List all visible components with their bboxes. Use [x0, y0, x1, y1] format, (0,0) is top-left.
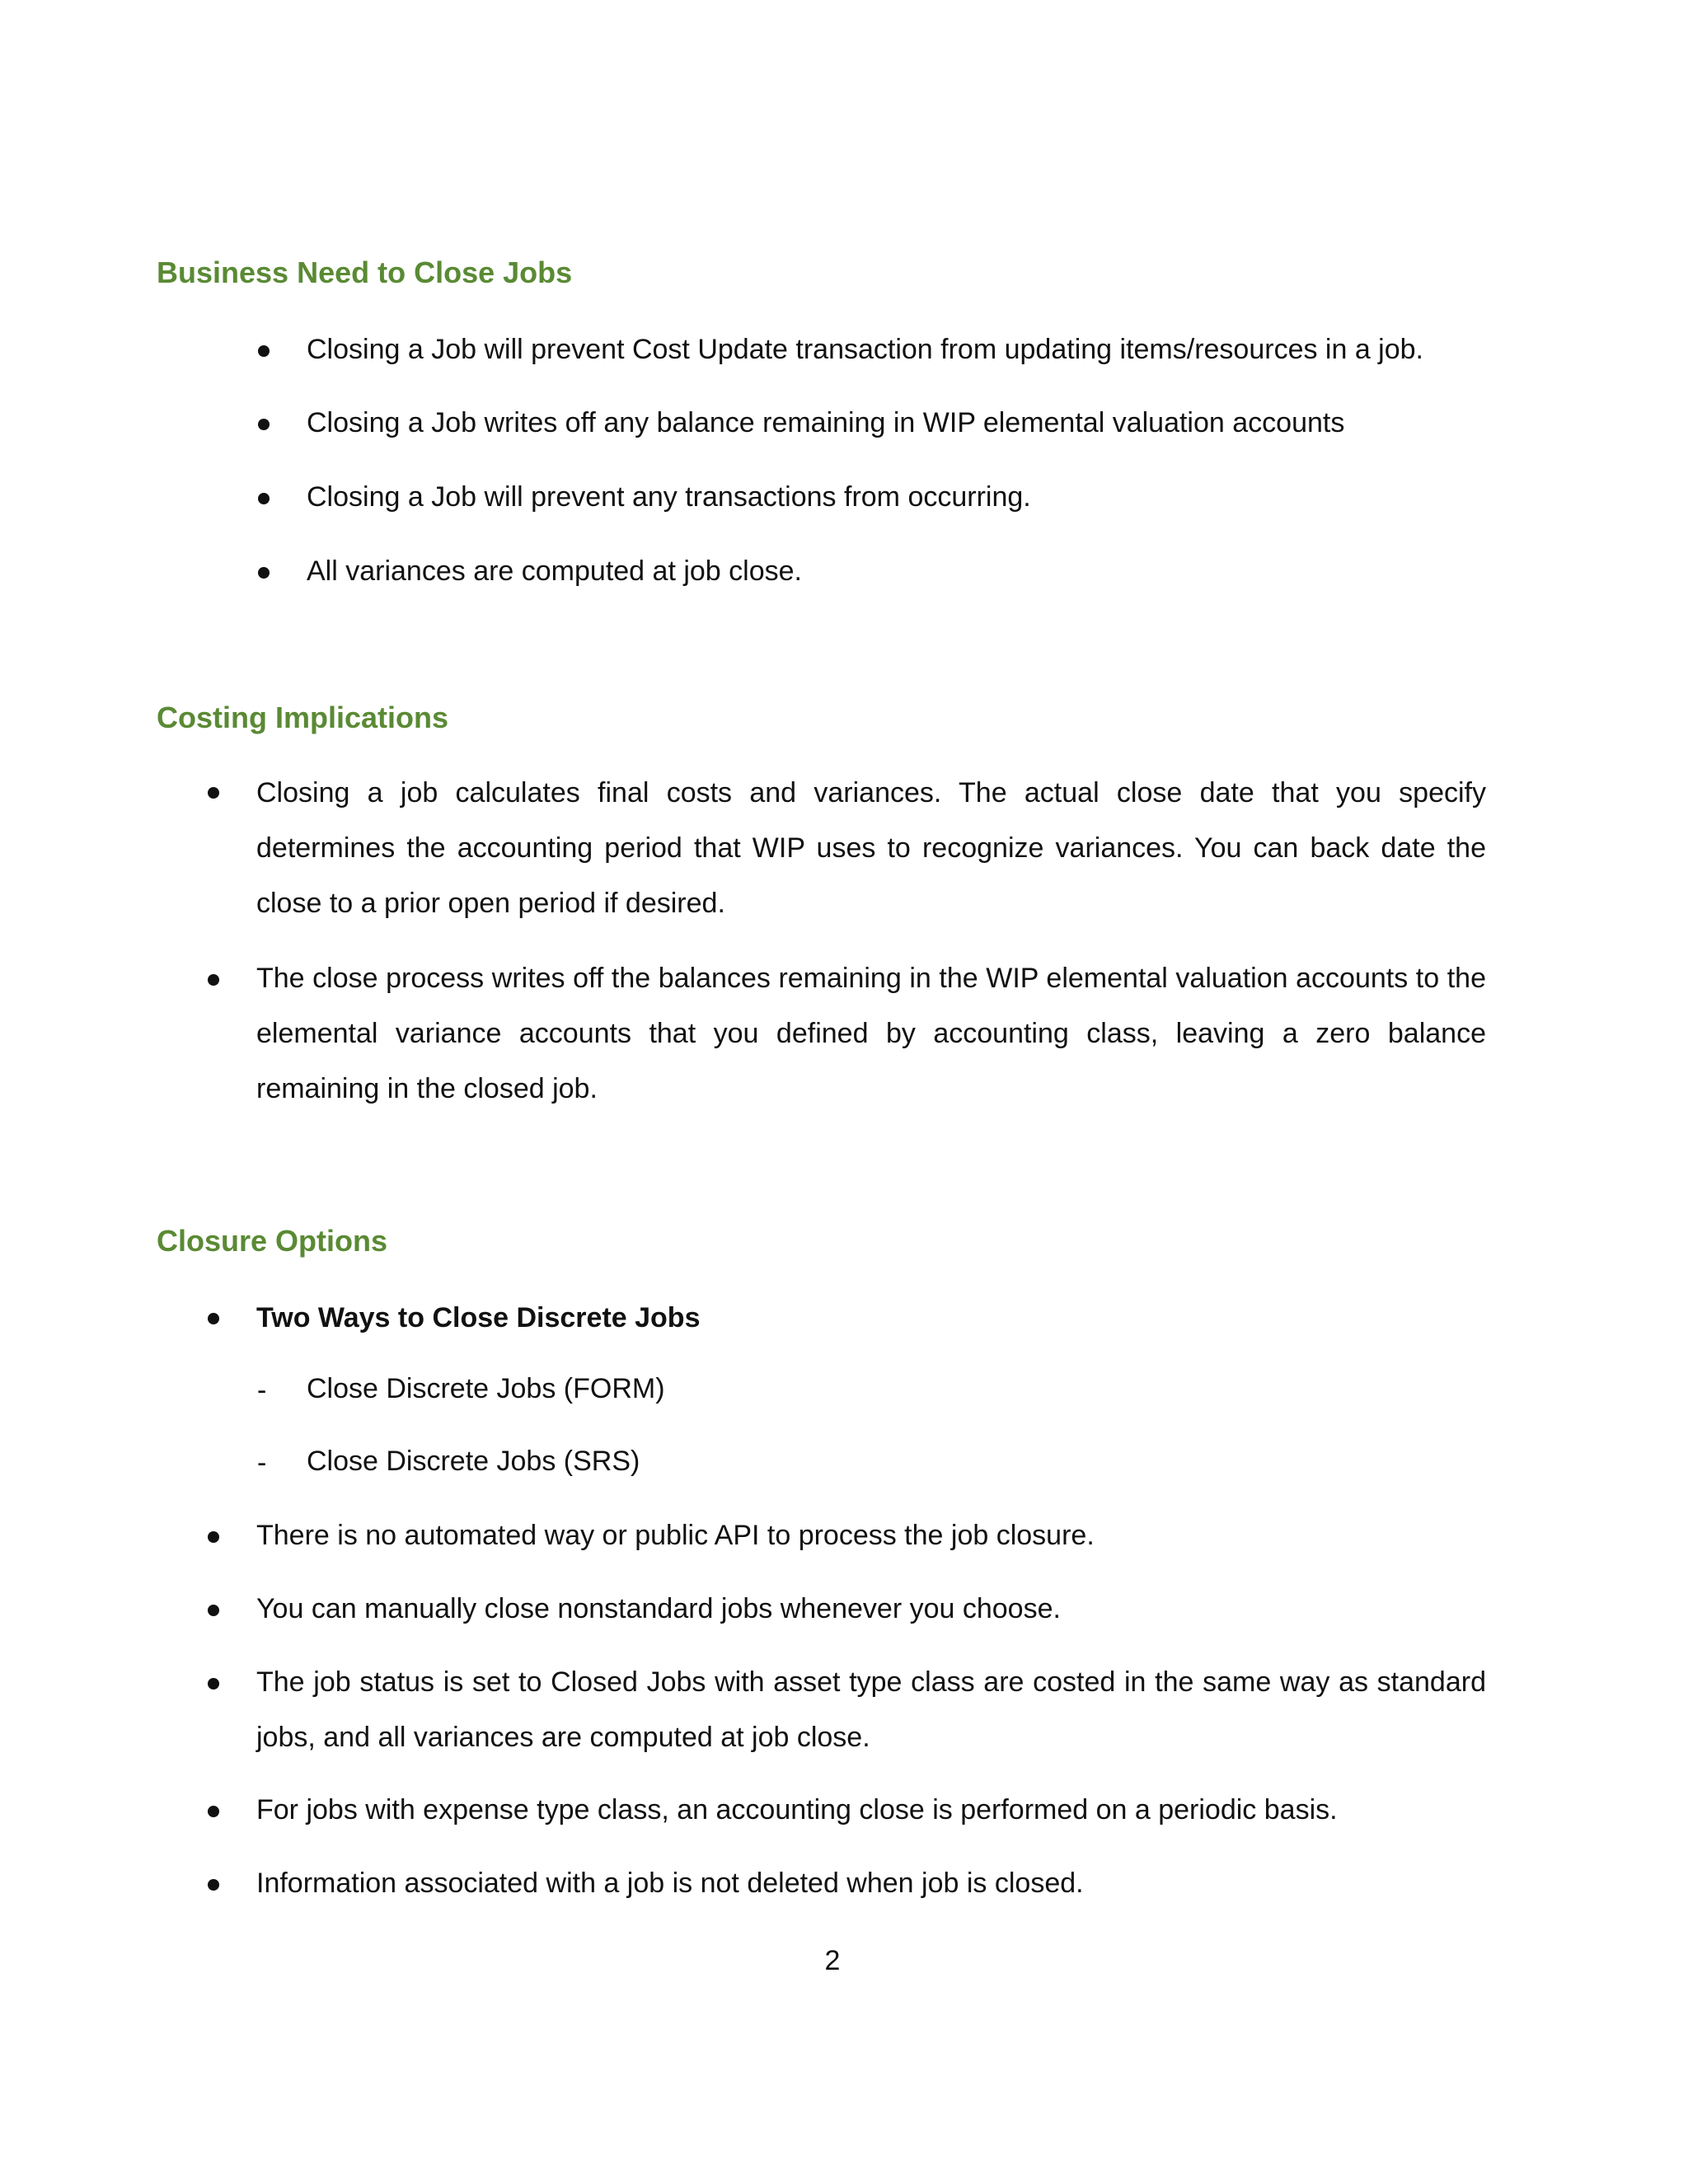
list-item: Closing a job calculates final costs and variances. The actual close date that you specify determines the accounting period that WIP uses to recognize variances. You can back date the close to a prior open period if desired.	[256, 777, 1486, 919]
list-item: The close process writes off the balances remaining in the WIP elemental valuation accounts to the elemental variance accounts that you defined by accounting class, leaving a zero balance remaining in the closed job.	[256, 963, 1486, 1104]
bullet-icon	[208, 787, 219, 799]
list-item: Information associated with a job is not deleted when job is closed.	[256, 1868, 1084, 1899]
bullet-icon	[258, 345, 270, 357]
dash-marker: -	[257, 1375, 267, 1406]
bullet-icon	[208, 1605, 219, 1616]
heading-business-need: Business Need to Close Jobs	[157, 255, 573, 289]
dash-marker: -	[257, 1447, 267, 1479]
page-number: 2	[824, 1945, 841, 1976]
list-item: All variances are computed at job close.	[307, 555, 802, 587]
list-item: For jobs with expense type class, an accounting close is performed on a periodic basis.	[256, 1794, 1338, 1825]
sub-list-item: Close Discrete Jobs (SRS)	[307, 1446, 640, 1477]
bullet-icon	[208, 1806, 219, 1817]
list-item: The job status is set to Closed Jobs with asset type class are costed in the same way as standard jobs, and all variances are computed at job close.	[256, 1666, 1486, 1753]
bullet-icon	[208, 1879, 219, 1891]
bullet-icon	[208, 1313, 219, 1324]
heading-closure-options: Closure Options	[157, 1224, 388, 1258]
list-item-heading: Two Ways to Close Discrete Jobs	[256, 1302, 701, 1333]
bullet-icon	[258, 493, 270, 504]
sub-list-item: Close Discrete Jobs (FORM)	[307, 1373, 665, 1404]
bullet-icon	[208, 1531, 219, 1543]
heading-costing-implications: Costing Implications	[157, 701, 449, 734]
bullet-icon	[258, 419, 270, 430]
bullet-icon	[208, 1678, 219, 1690]
list-item: Closing a Job will prevent any transactions from occurring.	[307, 481, 1031, 513]
list-item: You can manually close nonstandard jobs whenever you choose.	[256, 1593, 1061, 1624]
list-item: Closing a Job writes off any balance remaining in WIP elemental valuation accounts	[307, 407, 1345, 438]
bullet-icon	[208, 974, 219, 986]
bullet-icon	[258, 567, 270, 579]
list-item: There is no automated way or public API to process the job closure.	[256, 1520, 1095, 1551]
list-item: Closing a Job will prevent Cost Update transaction from updating items/resources in a job.	[307, 334, 1424, 365]
